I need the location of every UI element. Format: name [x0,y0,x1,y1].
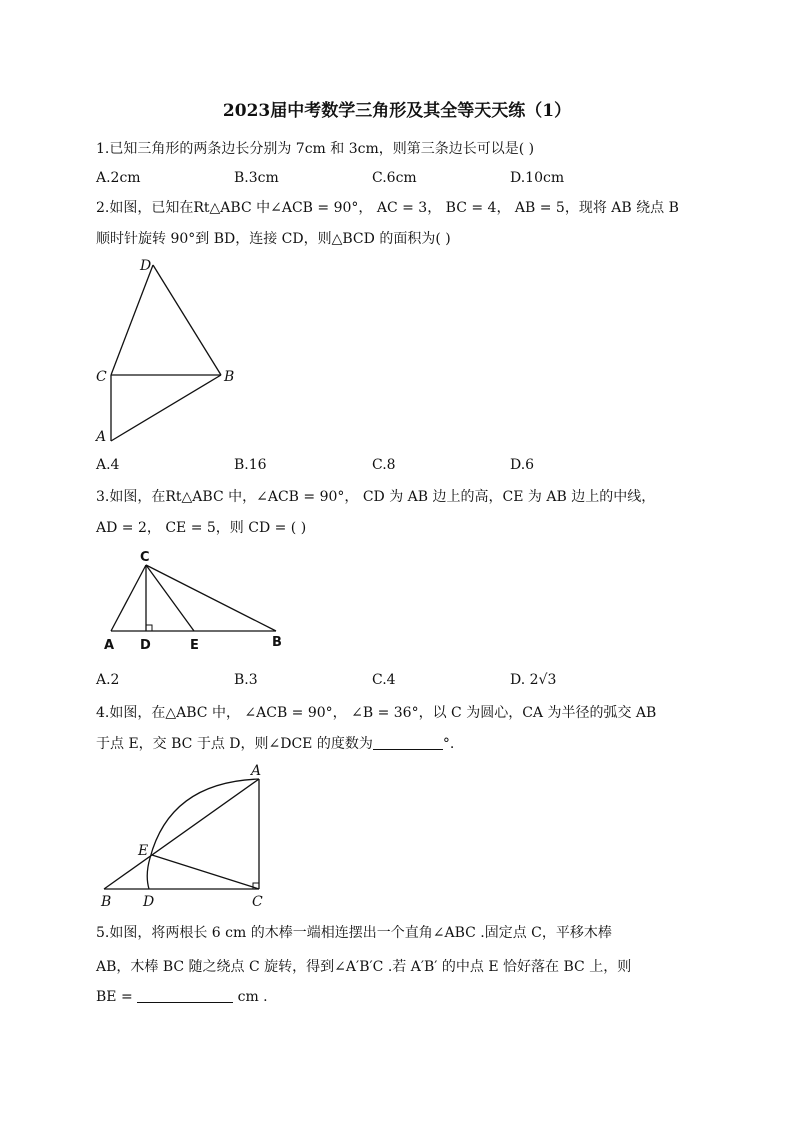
q5-stem-line3 [96,988,268,1005]
q4-label-a: A [251,763,262,779]
q3-label-b: B [272,635,282,650]
q5-stem-text: BE = [96,989,133,1005]
q1-option-c: C.6cm [372,170,417,186]
q3-label-a: A [104,638,115,653]
q4-label-c: C [252,894,263,910]
q4-arc-ad [147,779,259,889]
q3-stem-line1: 3.如图，在Rt△ABC 中，∠ACB = 90°， CD 为 AB 边上的高，CE 为 AB 边上的中线， [96,489,656,505]
q3-label-e: E [190,638,199,653]
q1-stem: 1.已知三角形的两条边长分别为 7cm 和 3cm，则第三条边长可以是( ) [96,141,535,157]
q3-stem-line2: AD = 2， CE = 5，则 CD = ( ) [96,520,307,536]
q2-stem-line2: 顺时针旋转 90°到 BD，连接 CD，则△BCD 的面积为( ) [96,231,451,247]
page-title: 2023届中考数学三角形及其全等天天练（1） [222,101,572,121]
q2-option-c: C.8 [372,457,396,473]
q3-option-a: A.2 [96,672,120,688]
q2-label-b: B [224,369,235,385]
q2-option-d: D.6 [510,457,535,473]
q4-segment-ec [152,855,259,889]
q3-option-c: C.4 [372,672,396,688]
q5-answer-blank[interactable] [137,988,233,1003]
q3-option-d: D. 2√3 [510,672,557,688]
q4-stem-line1: 4.如图，在△ABC 中， ∠ACB = 90°， ∠B = 36°，以 C 为圆心，CA 为半径的弧交 AB [96,705,657,721]
q5-stem-line1: 5.如图，将两根长 6 cm 的木棒一端相连摆出一个直角∠ABC .固定点 C，平移木棒 [96,925,612,941]
q1-option-a: A.2cm [96,170,141,186]
q2-label-d: D [140,258,152,274]
q4-label-d: D [143,894,155,910]
q4-stem-text: 于点 E，交 BC 于点 D，则∠DCE 的度数为 [96,736,373,752]
q3-option-b: B.3 [234,672,258,688]
q2-label-c: C [96,369,107,385]
q4-segment-ab [104,779,259,889]
q2-label-a: A [96,429,107,445]
q3-label-d: D [140,638,151,653]
q5-stem-end: cm . [237,989,268,1005]
q4-stem-end: °. [442,736,455,752]
q4-label-e: E [138,843,149,859]
q1-option-b: B.3cm [234,170,279,186]
q2-option-b: B.16 [234,457,267,473]
q2-option-a: A.4 [96,457,120,473]
q1-option-d: D.10cm [510,170,565,186]
q4-label-b: B [101,894,112,910]
q5-stem-line2: AB，木棒 BC 随之绕点 C 旋转，得到∠A′B′C .若 A′B′ 的中点 E 恰好落在 BC 上，则 [96,959,632,975]
q3-label-c: C [140,550,150,565]
q2-stem-line1: 2.如图，已知在Rt△ABC 中∠ACB = 90°， AC = 3， BC = 4， AB = 5，现将 AB 绕点 B [96,200,679,216]
